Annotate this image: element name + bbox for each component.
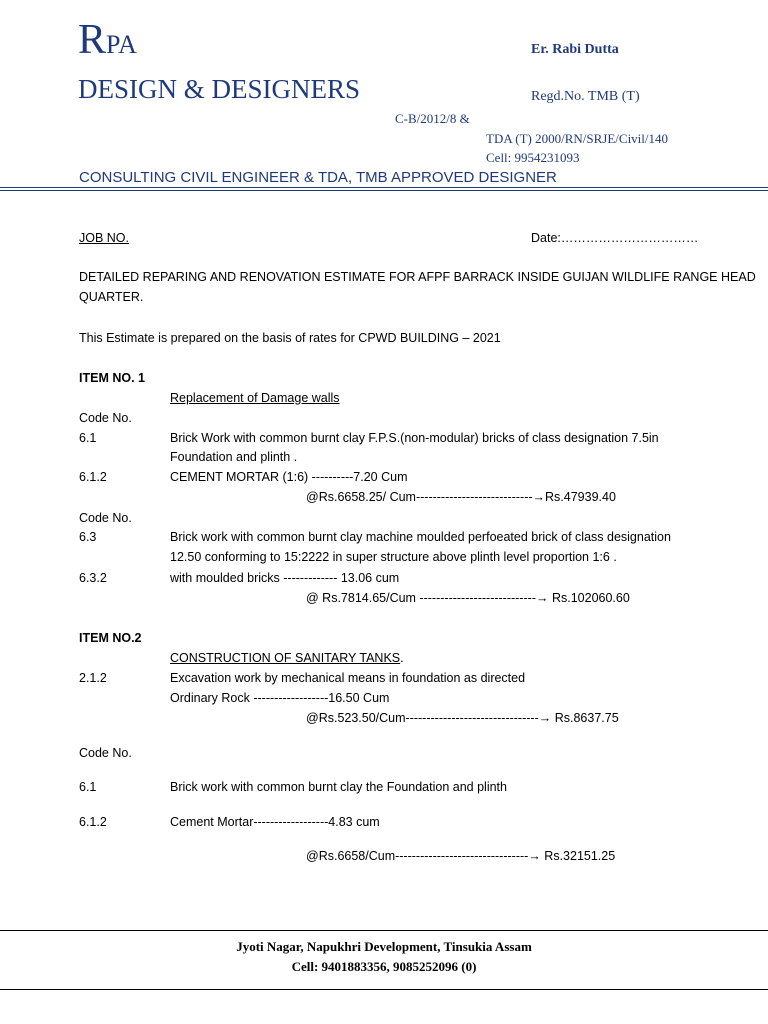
header-divider-bottom — [0, 190, 768, 191]
cb-number: C-B/2012/8 & — [395, 111, 470, 126]
logo — [78, 16, 137, 64]
logo-r: R — [78, 17, 107, 63]
footer-box — [0, 930, 768, 990]
code-label: Code No. — [79, 511, 132, 525]
estimate-title-line1: DETAILED REPARING AND RENOVATION ESTIMATE FOR AFPF BARRACK INSIDE GUIJAN WILDLIFE RANGE HEAD — [79, 270, 756, 284]
engineer-name: Er. Rabi Dutta — [531, 42, 619, 57]
footer-address: Jyoti Nagar, Napukhri Development, Tinsukia Assam — [236, 939, 532, 954]
desc-6-3-line2: 12.50 conforming to 15:2222 in super structure above plinth level proportion 1:6 . — [170, 550, 617, 564]
estimate-basis: This Estimate is prepared on the basis of rates for CPWD BUILDING – 2021 — [79, 331, 501, 345]
desc-6-1-2-item2: Cement Mortar------------------4.83 cum — [170, 815, 380, 829]
footer-cell: Cell: 9401883356, 9085252096 (0) — [291, 959, 477, 974]
item2-subheading-period: . — [400, 651, 404, 665]
code-6-1-2: 6.1.2 — [79, 470, 107, 484]
tagline: CONSULTING CIVIL ENGINEER & TDA, TMB APPROVED DESIGNER — [79, 169, 557, 186]
item2-subheading-text: CONSTRUCTION OF SANITARY TANKS — [170, 651, 401, 665]
date-label: Date:…………………………… — [531, 231, 699, 245]
tda-number: TDA (T) 2000/RN/SRJE/Civil/140 — [486, 131, 669, 146]
code-6-3-2: 6.3.2 — [79, 571, 107, 585]
code-6-1-item2: 6.1 — [79, 780, 97, 794]
code-2-1-2: 2.1.2 — [79, 671, 107, 685]
desc-6-1-2: CEMENT MORTAR (1:6) ----------7.20 Cum — [170, 470, 408, 484]
item2-subheading — [170, 651, 404, 665]
firm-name: DESIGN & DESIGNERS — [78, 74, 361, 104]
header-divider-top — [0, 187, 768, 188]
code-6-3: 6.3 — [79, 530, 97, 544]
desc-6-1-item2: Brick work with common burnt clay the Foundation and plinth — [170, 780, 507, 794]
item2-heading: ITEM NO.2 — [79, 631, 142, 645]
logo-pa: PA — [106, 30, 137, 59]
rate-6-3-2: @ Rs.7814.65/Cum ----------------------------→ Rs.102060.60 — [306, 591, 630, 605]
desc-6-1-line2: Foundation and plinth . — [170, 450, 298, 464]
code-label: Code No. — [79, 746, 132, 760]
job-number-label: JOB NO. — [79, 231, 130, 245]
desc-6-1-line1: Brick Work with common burnt clay F.P.S.(non-modular) bricks of class designation 7.5in — [170, 431, 659, 445]
desc-6-3-line1: Brick work with common burnt clay machine moulded perfoeated brick of class designation — [170, 530, 671, 544]
code-label: Code No. — [79, 411, 132, 425]
rate-6-1-2: @Rs.6658.25/ Cum----------------------------→Rs.47939.40 — [306, 490, 616, 504]
code-6-1-2-item2: 6.1.2 — [79, 815, 107, 829]
item1-heading: ITEM NO. 1 — [79, 371, 145, 385]
item1-subheading: Replacement of Damage walls — [170, 391, 340, 405]
registration-number: Regd.No. TMB (T) — [531, 89, 640, 104]
header-cell: Cell: 9954231093 — [486, 150, 580, 165]
desc-2-1-2-line1: Excavation work by mechanical means in foundation as directed — [170, 671, 526, 685]
rate-2-1-2: @Rs.523.50/Cum--------------------------------→ Rs.8637.75 — [306, 711, 619, 725]
rate-6-1-2-item2: @Rs.6658/Cum--------------------------------→ Rs.32151.25 — [306, 849, 616, 863]
desc-2-1-2-line2: Ordinary Rock ------------------16.50 Cum — [170, 691, 390, 705]
estimate-title-line2: QUARTER. — [79, 290, 144, 304]
desc-6-3-2: with moulded bricks ------------- 13.06 cum — [170, 571, 400, 585]
code-6-1: 6.1 — [79, 431, 97, 445]
